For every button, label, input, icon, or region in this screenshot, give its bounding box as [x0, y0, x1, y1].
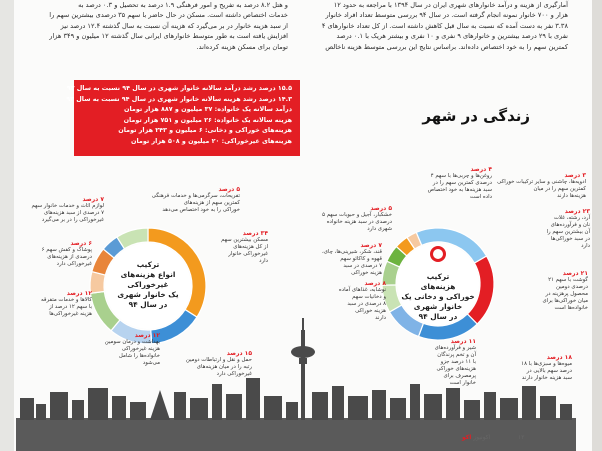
- right-donut-title: [388, 246, 488, 322]
- annotation-value: ۷ درصد: [82, 196, 104, 203]
- annotation-text: دارد: [581, 243, 590, 249]
- annotation-transport: [162, 350, 252, 378]
- annotation-value: ۳۴ درصد: [242, 230, 268, 237]
- spacer: [388, 246, 488, 272]
- annotation-text: هزینه‌های خوراکی: [436, 366, 476, 372]
- annotation-text: داده است: [469, 194, 492, 200]
- annotation-fruits: [488, 354, 572, 382]
- annotation-spices: [490, 172, 586, 200]
- annotation-text: محصول پرهزینه در: [545, 291, 588, 297]
- annotation-value: ۱۲ درصد: [134, 332, 160, 339]
- annotation-meat: [522, 270, 588, 312]
- left-donut-title: [100, 260, 196, 310]
- left-donut-title-line: غیرخوراکی: [127, 280, 169, 289]
- annotation-text: با ۱۱ درصد جزو: [440, 359, 476, 365]
- right-donut-title-line: در سال ۹۴: [418, 312, 458, 321]
- annotation-text: نان و فرآورده‌های: [550, 222, 590, 228]
- left-donut-title-line: انواع هزینه‌های: [120, 270, 176, 279]
- annotation-text: درصدی در سبد هزینه خانواده: [326, 219, 392, 225]
- annotation-value: ۲۱ درصد: [562, 270, 588, 277]
- annotation-text: غیرخوراکی دارد: [56, 261, 92, 267]
- left-donut-title-line: یک خانوار شهری: [117, 290, 179, 299]
- annotation-text: تفریحات، سرگرمی‌ها و خدمات فرهنگی: [151, 193, 240, 199]
- footer-brand: [462, 434, 490, 441]
- brand-mark: اکو: [462, 434, 472, 441]
- annotation-text: در سبد خوراکی‌ها: [550, 236, 590, 242]
- article-line: نفری با ۲۹ درصد بیشترین و خانوارهای ۹ نفری و ۱۰ نفری و بیشتر هریک با ۰.۱ درصد: [336, 32, 568, 41]
- annotation-text: پرمصرف برای: [443, 373, 476, 379]
- annotation-value: ۵ درصد: [370, 205, 392, 212]
- annotation-leisure: [120, 186, 240, 214]
- annotation-value: ۶ درصد: [70, 240, 92, 247]
- annotation-text: کالاها و خدمات متفرقه: [41, 297, 92, 303]
- annotation-text: غیرخوراکی خانوار: [228, 251, 268, 257]
- annotation-text: آن و تخم پرندگان: [437, 352, 476, 358]
- annotation-text: غیرخوراکی دارد: [216, 371, 252, 377]
- annotation-text: می‌شود: [142, 360, 160, 366]
- annotation-text: پوشاک و کفش سهم ۶: [41, 247, 92, 253]
- annotation-value: ۲۳ درصد: [564, 208, 590, 215]
- annotation-text: هزینه غیرخوراکی: [121, 346, 160, 352]
- article-line: هزار و ۷۰۰ خانوار نمونه انجام گرفته است. در سال ۹۴ بررسی متوسط تعداد افراد خانوار: [325, 11, 568, 20]
- annotation-sugar: [300, 242, 382, 277]
- highlight-line: ۱۵.۵ درصد رشد درآمد سالانه خانوار شهری در سال ۹۴ نسبت به سال ۹۳: [66, 84, 292, 92]
- annotation-text: درصدی دومین: [556, 284, 588, 290]
- annotation-text: رتبه را در میان هزینه‌های: [196, 364, 252, 370]
- annotation-dairy: [410, 338, 476, 387]
- annotation-housing: [198, 230, 268, 265]
- annotation-misc: [20, 290, 92, 318]
- annotation-text: درصدی از هزینه‌های: [47, 254, 92, 260]
- annotation-value: ۱۲ درصد: [66, 290, 92, 297]
- annotation-bread: [524, 208, 590, 250]
- annotation-text: هزینه غیرخوراکی‌ها: [49, 311, 92, 317]
- annotation-text: هزینه‌ها دارند: [557, 193, 586, 199]
- annotation-value: ۱۸ درصد: [546, 354, 572, 361]
- annotation-value: ۴ درصد: [470, 166, 492, 173]
- annotation-text: خشکبار، آجیل و حبوبات سهم ۵: [322, 212, 392, 218]
- annotation-oils: [396, 166, 492, 201]
- article-line: تومان برای مسکن هزینه کرده‌اند.: [196, 42, 288, 51]
- annotation-text: درصدی کمترین سهم را در: [432, 180, 492, 186]
- annotation-text: هزینه خوراکی: [355, 308, 386, 314]
- annotation-text: ادویه‌ها، چاشنی و سایر ترکیبات خوراکی: [497, 179, 586, 185]
- annotation-text: میان خوراکی‌ها برای: [542, 298, 588, 304]
- article-line: از سبد هزینه خانوار در بر می‌گیرد که هزینه آن نسبت به سال گذشته ۱۲.۴ درصد نیز: [60, 21, 288, 30]
- annotation-value: ۱۱ درصد: [450, 338, 476, 345]
- right-donut-title-line: هزینه‌های: [420, 282, 456, 291]
- annotation-text: غیرخوراکی را در بر می‌گیرد: [41, 217, 104, 223]
- annotation-text: آن بیشترین سهم را: [546, 229, 590, 235]
- annotation-text: و دخانیات سهم: [352, 294, 386, 300]
- annotation-furniture: [18, 196, 104, 224]
- section-title: زندگی در شهر: [422, 107, 530, 125]
- highlight-line: هزینه‌های خوراکی و دخانی: ۶ میلیون و ۲۴۳ هزار تومان: [118, 126, 292, 135]
- annotation-text: میوه‌ها و سبزی‌ها با ۱۸: [521, 361, 572, 367]
- annotation-health: [92, 332, 160, 367]
- publication-name: اکونیوز: [473, 434, 491, 441]
- annotation-value: ۸ درصد: [364, 280, 386, 287]
- annotation-text: از کل هزینه‌های: [233, 244, 268, 250]
- annotation-text: گوشت با سهم ۲۱: [548, 277, 588, 283]
- annotation-text: ۷ درصدی از سبد هزینه‌های: [43, 210, 104, 216]
- annotation-text: قهوه و کاکائو سهم: [340, 256, 382, 262]
- annotation-text: خانوار است: [449, 380, 476, 386]
- annotation-text: قند، شکر، شیرینی‌ها، چای،: [321, 249, 382, 255]
- highlight-line: ۱۴.۳ درصد رشد هزینه سالانه خانوار شهری در سال ۹۴ نسبت به سال ۹۳: [66, 94, 292, 103]
- annotation-text: خانواده‌ها است: [554, 305, 588, 311]
- annotation-text: کمترین سهم از هزینه‌های: [183, 200, 240, 206]
- left-donut-title-line: در سال ۹۴: [128, 300, 168, 309]
- article-line: و هتل ۸.۲ درصد به تفریح و امور فرهنگی ۱.۹ درصد به تحصیل و ۰.۳ درصد به: [78, 1, 288, 9]
- right-donut-title-line: ترکیب: [426, 272, 450, 281]
- article-line: کمترین سهم را به خود اختصاص داده‌اند. براساس نتایج این بررسی متوسط هزینه ناخالص: [325, 42, 568, 51]
- article-line: ۳.۳۸ نفر به دست آمده که نسبت به سال قبل کاهش داشته است. از کل تعداد خانوارهای ۴: [321, 21, 568, 30]
- annotation-text: دارند: [375, 315, 386, 321]
- annotation-text: مسکن بیشترین سهم: [221, 237, 268, 243]
- annotation-text: حمل و نقل و ارتباطات دومین: [185, 357, 252, 363]
- annotation-nuts: [296, 205, 392, 233]
- annotation-value: ۳ درصد: [564, 172, 586, 179]
- highlight-line: هزینه‌های غیرخوراکی: ۲۰ میلیون و ۵۰۸ هزار تومان: [131, 136, 292, 145]
- annotation-text: با سهم ۱۲ درصد از: [49, 304, 92, 310]
- annotation-text: شهری دارد: [367, 226, 392, 232]
- highlight-line: هزینه سالانه یک خانواده: ۲۶ میلیون و ۷۵۱ هزار تومان: [123, 115, 292, 124]
- article-line: خدمات اختصاص داشته است. مسکن در حال حاضر با سهم ۳۵ درصدی بیشترین سهم را: [49, 11, 288, 20]
- annotation-text: ۸ درصدی در سبد: [347, 301, 386, 307]
- annotation-text: خوراکی را به خود اختصاص می‌دهد: [162, 207, 240, 213]
- annotation-text: دارد: [259, 258, 268, 264]
- annotation-text: شیر و فرآورده‌های: [434, 345, 476, 351]
- page-number: ۱۲: [518, 434, 525, 441]
- annotation-text: نوشابه، غذاهای آماده: [338, 287, 386, 293]
- annotation-text: خانواده‌ها را شامل: [118, 353, 160, 359]
- article-line: آمارگیری از هزینه و درآمد خانوارهای شهری ایران در سال ۱۳۹۴ با مراجعه به حدود ۱۲: [333, 1, 568, 9]
- annotation-text: درصد سهم بالایی در: [526, 368, 572, 374]
- article-line: افزایش یافته است به طور متوسط خانوارهای ایرانی سال گذشته ۱۲ میلیون و ۳۴۹ هزار: [49, 32, 288, 41]
- highlight-line: درآمد سالانه یک خانواده: ۳۷ میلیون و ۸۸۷ هزار تومان: [124, 105, 292, 114]
- annotation-value: ۱۵ درصد: [226, 350, 252, 357]
- annotation-clothing: [20, 240, 92, 268]
- annotation-value: ۵ درصد: [218, 186, 240, 193]
- annotation-text: کمترین سهم را در میان: [533, 186, 586, 192]
- annotation-text: ۷ درصدی در سبد: [343, 263, 382, 269]
- annotation-text: سبد هزینه‌ها به خود اختصاص: [427, 187, 492, 193]
- left-donut-title-line: ترکیب: [136, 260, 160, 269]
- annotation-text: لوازم اثاث و خدمات خانوار سهم: [31, 203, 104, 209]
- right-donut-title-line: خوراکی و دخانی یک: [401, 292, 475, 301]
- annotation-text: آرد، رشته، غلات: [553, 215, 590, 221]
- right-donut-title-line: خانوار شهری: [413, 302, 463, 311]
- annotation-text: روغن‌ها و چربی‌ها با سهم ۴: [430, 173, 492, 179]
- annotation-text: بهداشت و درمان سومین: [104, 339, 160, 345]
- annotation-text: سبد هزینه خانوار دارند: [521, 375, 572, 381]
- annotation-beverages: [316, 280, 386, 322]
- annotation-value: ۷ درصد: [360, 242, 382, 249]
- annotation-text: هزینه خوراکی: [351, 270, 382, 276]
